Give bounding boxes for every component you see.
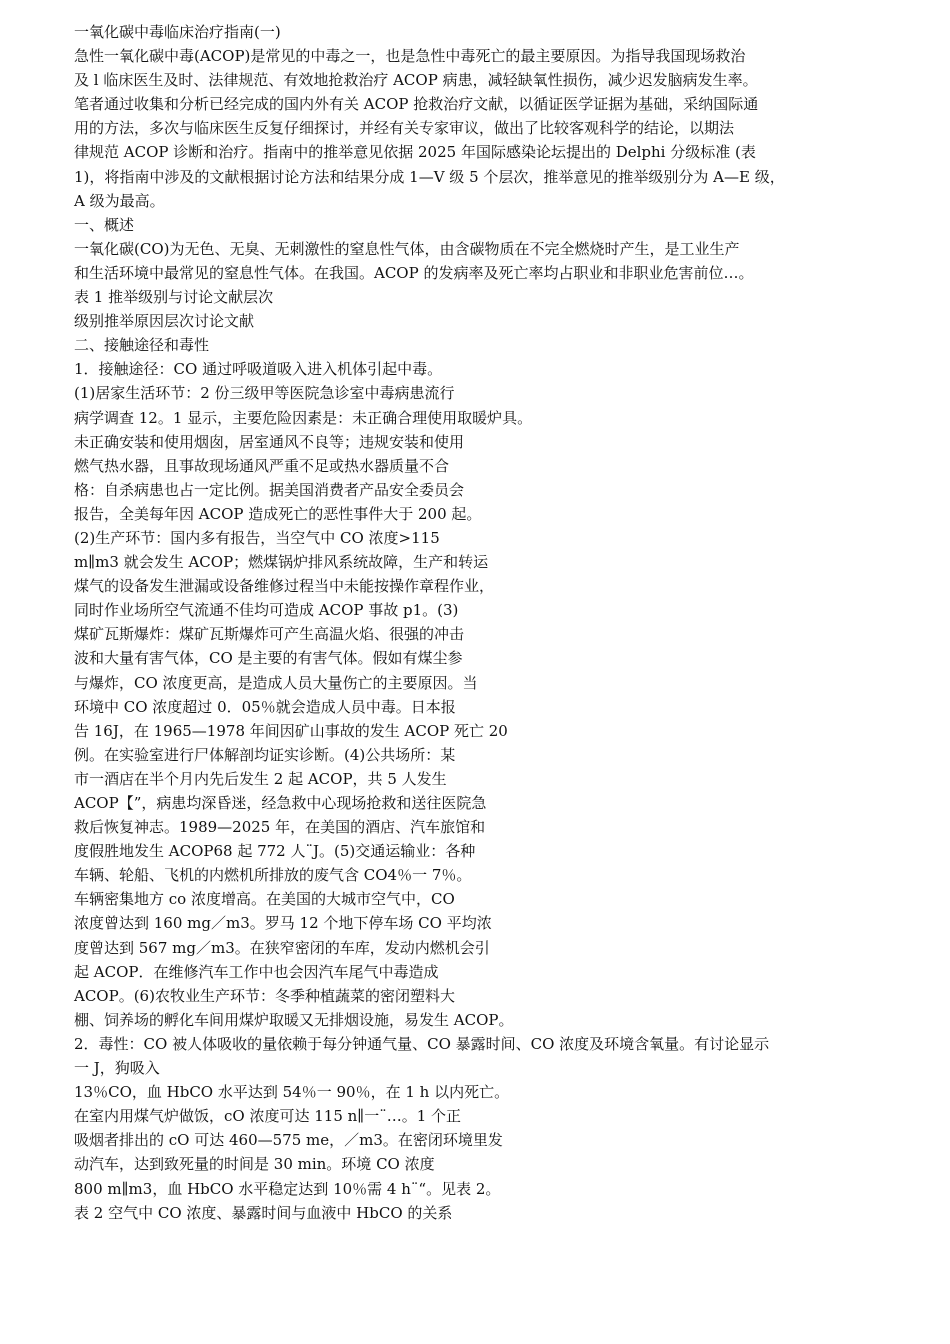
paragraph-line: 与爆炸，CO 浓度更高，是造成人员大量伤亡的主要原因。当	[74, 673, 478, 692]
paragraph-line: 动汽车，达到致死量的时间是 30 min。环境 CO 浓度	[74, 1155, 435, 1174]
paragraph-line: 1)，将指南中涉及的文献根据讨论方法和结果分成 1—V 级 5 个层次，推举意见的推举级别分为 A—E 级，	[74, 167, 785, 186]
paragraph-line: 一氧化碳(CO)为无色、无臭、无刺激性的窒息性气体，由含碳物质在不完全燃烧时产生，是工业生产	[74, 239, 740, 258]
paragraph-line: 度假胜地发生 ACOP68 起 772 人¨J。(5)交通运输业：各种	[74, 842, 476, 861]
paragraph-line: 13％CO，血 HbCO 水平达到 54％一 90％，在 1 h 以内死亡。	[74, 1083, 510, 1102]
table-caption: 表 2 空气中 CO 浓度、暴露时间与血液中 HbCO 的关系	[74, 1203, 453, 1222]
section-heading: 二、接触途径和毒性	[74, 336, 210, 355]
paragraph-line: 报告，全美每年因 ACOP 造成死亡的恶性事件大于 200 起。	[74, 504, 482, 523]
paragraph-line: 急性一氧化碳中毒(ACOP)是常见的中毒之一，也是急性中毒死亡的最主要原因。为指导我国现场救治	[74, 47, 746, 66]
paragraph-line: 病学调查 12。1 显示，主要危险因素是：未正确合理使用取暖炉具。	[74, 408, 533, 427]
paragraph-line: 浓度曾达到 160 mg／m3。罗马 12 个地下停车场 CO 平均浓	[74, 914, 492, 933]
paragraph-line: 800 m∥m3，血 HbCO 水平稳定达到 10％需 4 h¨“。见表 2。	[74, 1179, 501, 1198]
paragraph-line: 笔者通过收集和分析已经完成的国内外有关 ACOP 抢救治疗文献，以循证医学证据为基础，采纳国际通	[74, 95, 759, 114]
paragraph-line: 在室内用煤气炉做饭，cO 浓度可达 115 n∥一¨…。1 个正	[74, 1107, 462, 1126]
table-header: 级别推举原因层次讨论文献	[74, 312, 255, 331]
paragraph-line: 起 ACOP．在维修汽车工作中也会因汽车尾气中毒造成	[74, 962, 439, 981]
paragraph-line: 波和大量有害气体，CO 是主要的有害气体。假如有煤尘参	[74, 649, 463, 668]
paragraph-line: 救后恢复神志。1989—2025 年，在美国的酒店、汽车旅馆和	[74, 818, 486, 837]
paragraph-line: 例。在实验室进行尸体解剖均证实诊断。(4)公共场所：某	[74, 745, 456, 764]
paragraph-line: 吸烟者排出的 cO 可达 460—575 me，／m3。在密闭环境里发	[74, 1131, 503, 1150]
paragraph-line: m∥m3 就会发生 ACOP；燃煤锅炉排风系统故障，生产和转运	[74, 553, 489, 572]
paragraph-line: 环境中 CO 浓度超过 0．05％就会造成人员中毒。日本报	[74, 697, 456, 716]
paragraph-line: 车辆密集地方 co 浓度增高。在美国的大城市空气中，CO	[74, 890, 455, 909]
table-caption: 表 1 推举级别与讨论文献层次	[74, 288, 274, 307]
paragraph-line: 2．毒性：CO 被人体吸收的量依赖于每分钟通气量、CO 暴露时间、CO 浓度及环境含氧量。有讨论显示	[74, 1034, 770, 1053]
paragraph-line: (1)居家生活环节：2 份三级甲等医院急诊室中毒病患流行	[74, 384, 455, 403]
paragraph-line: 煤矿瓦斯爆炸：煤矿瓦斯爆炸可产生高温火焰、很强的冲击	[74, 625, 465, 644]
paragraph-line: 同时作业场所空气流通不佳均可造成 ACOP 事故 p1。(3)	[74, 601, 459, 620]
paragraph-line: 用的方法，多次与临床医生反复仔细探讨，并经有关专家审议，做出了比较客观科学的结论，以期法	[74, 119, 735, 138]
paragraph-line: 车辆、轮船、飞机的内燃机所排放的废气含 CO4％一 7％。	[74, 866, 472, 885]
paragraph-line: ACOP【”，病患均深昏迷，经急救中心现场抢救和送往医院急	[74, 794, 487, 812]
paragraph-line: 1．接触途径：CO 通过呼吸道吸入进入机体引起中毒。	[74, 360, 443, 379]
paragraph-line: 和生活环境中最常见的窒息性气体。在我国。ACOP 的发病率及死亡率均占职业和非职业危害前位…。	[74, 263, 754, 282]
paragraph-line: 棚、饲养场的孵化车间用煤炉取暖又无排烟设施，易发生 ACOP。	[74, 1010, 514, 1029]
document-body	[74, 20, 914, 1225]
paragraph-line: ACOP。(6)农牧业生产环节：冬季种植蔬菜的密闭塑料大	[74, 986, 455, 1005]
paragraph-line: 未正确安装和使用烟囱，居室通风不良等；违规安装和使用	[74, 432, 465, 451]
paragraph-line: 燃气热水器，且事故现场通风严重不足或热水器质量不合	[74, 456, 450, 475]
paragraph-line: 格：自杀病患也占一定比例。据美国消费者产品安全委员会	[74, 480, 465, 499]
paragraph-line: 市一酒店在半个月内先后发生 2 起 ACOP，共 5 人发生	[74, 769, 447, 788]
paragraph-line: 煤气的设备发生泄漏或设备维修过程当中未能按操作章程作业，	[74, 577, 495, 596]
paragraph-line: 度曾达到 567 mg／m3。在狭窄密闭的车库，发动内燃机会引	[74, 938, 490, 957]
paragraph-line: 律规范 ACOP 诊断和治疗。指南中的推举意见依据 2025 年国际感染论坛提出的 Delphi 分级标准 (表	[74, 143, 756, 162]
paragraph-line: 一 J，狗吸入	[74, 1059, 160, 1078]
paragraph-line: 及 l 临床医生及时、法律规范、有效地抢救治疗 ACOP 病患，减轻缺氧性损伤，减少迟发脑病发生率。	[74, 71, 758, 90]
section-heading: 一、概述	[74, 215, 135, 234]
paragraph-line: A 级为最高。	[74, 191, 165, 210]
document-title: 一氧化碳中毒临床治疗指南(一)	[74, 23, 281, 41]
paragraph-line: 告 16J，在 1965—1978 年间因矿山事故的发生 ACOP 死亡 20	[74, 721, 508, 740]
paragraph-line: (2)生产环节：国内多有报告，当空气中 CO 浓度>115	[74, 528, 440, 547]
